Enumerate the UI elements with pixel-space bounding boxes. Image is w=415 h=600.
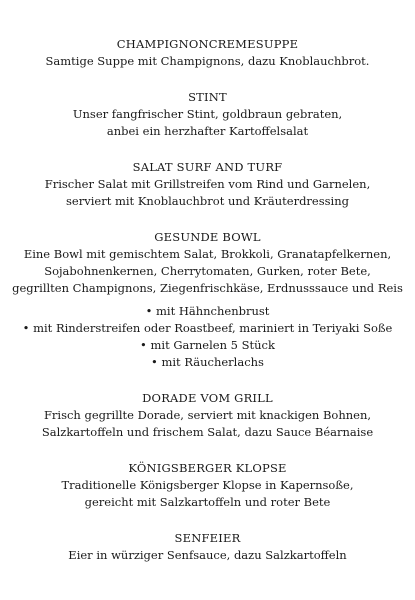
dish-description-line: anbei ein herzhafter Kartoffelsalat (106, 124, 309, 138)
dish-title: SENFEIER (174, 531, 241, 545)
dish-options-list (8, 303, 407, 371)
dish-description-line: serviert mit Knoblauchbrot und Kräuterdressing (66, 194, 349, 208)
dish-description-line: Sojabohnenkernen, Cherrytomaten, Gurken, roter Bete, (44, 264, 371, 278)
menu-item-senfeier (8, 530, 407, 564)
menu-item-dorade-vom-grill (8, 390, 407, 441)
dish-description-line: Samtige Suppe mit Champignons, dazu Knoblauchbrot. (45, 54, 370, 68)
dish-description-line: Frisch gegrillte Dorade, serviert mit knackigen Bohnen, (43, 408, 372, 422)
dish-option: • mit Hähnchenbrust (145, 304, 270, 318)
menu-item-gesunde-bowl (8, 229, 407, 371)
menu-item-salat-surf-and-turf (8, 159, 407, 210)
dish-title: DORADE VOM GRILL (142, 391, 273, 405)
dish-description-line: Eier in würziger Senfsauce, dazu Salzkartoffeln (68, 548, 347, 562)
dish-description-line: Traditionelle Königsberger Klopse in Kapernsoße, (61, 478, 354, 492)
dish-description-line: Eine Bowl mit gemischtem Salat, Brokkoli, Granatapfelkernen, (23, 247, 392, 261)
dish-option: • mit Garnelen 5 Stück (140, 338, 275, 352)
dish-title: GESUNDE BOWL (154, 230, 261, 244)
menu-item-champignoncremesuppe (8, 36, 407, 70)
dish-option: • mit Räucherlachs (151, 355, 264, 369)
dish-title: CHAMPIGNONCREMESUPPE (116, 37, 299, 51)
dish-description-line: gereicht mit Salzkartoffeln und roter Bete (84, 495, 331, 509)
dish-title: STINT (188, 90, 227, 104)
dish-description-line: Salzkartoffeln und frischem Salat, dazu Sauce Béarnaise (41, 425, 374, 439)
dish-description-line: Unser fangfrischer Stint, goldbraun gebraten, (72, 107, 343, 121)
menu-item-stint (8, 89, 407, 140)
dish-title: SALAT SURF AND TURF (132, 160, 283, 174)
menu-item-koenigsberger-klopse (8, 460, 407, 511)
dish-description-line: Frischer Salat mit Grillstreifen vom Rind und Garnelen, (44, 177, 371, 191)
dish-option: • mit Rinderstreifen oder Roastbeef, mariniert in Teriyaki Soße (22, 321, 393, 335)
dish-description-line: gegrillten Champignons, Ziegenfrischkäse, Erdnusssauce und Reis (12, 281, 403, 295)
dish-title: KÖNIGSBERGER KLOPSE (128, 461, 287, 475)
